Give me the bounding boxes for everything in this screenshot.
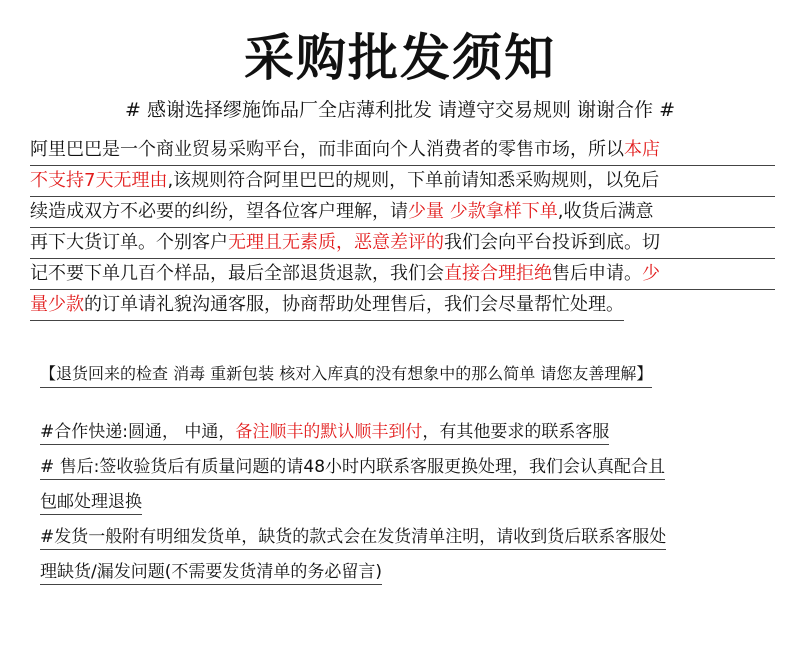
note-aftersale-cont — [40, 490, 775, 516]
highlight-text: 直接合理拒绝 — [444, 263, 552, 284]
paragraph-line — [30, 259, 775, 290]
text-run: #合作快递:圆通， 中通， — [40, 422, 236, 442]
text-run: ，有其他要求的联系客服 — [422, 422, 610, 442]
paragraph-line — [30, 228, 775, 259]
text-run: 再下大货订单。个别客户 — [30, 232, 228, 253]
note-line: 包邮处理退换 — [40, 492, 142, 515]
note-shipping — [40, 525, 775, 551]
paragraph-line — [30, 197, 775, 228]
note-line — [40, 422, 609, 445]
paragraph-line — [30, 135, 775, 166]
subtitle: # 感谢选择缪施饰品厂全店薄利批发 请遵守交易规则 谢谢合作 # — [125, 99, 675, 121]
return-note: 【退货回来的检查 消毒 重新包装 核对入库真的没有想象中的那么简单 请您友善理解】 — [40, 363, 652, 388]
note-line: # 售后:签收验货后有质量问题的请48小时内联系客服更换处理，我们会认真配合且 — [40, 457, 665, 480]
text-run: 记不要下单几百个样品，最后全部退货退款，我们会 — [30, 263, 444, 284]
note-line: #发货一般附有明细发货单，缺货的款式会在发货清单注明，请收到货后联系客服处 — [40, 527, 666, 550]
text-run: 售后申请。 — [552, 263, 642, 284]
highlight-text: 本店 — [624, 139, 660, 160]
text-run: 的订单请礼貌沟通客服，协商帮助处理售后，我们会尽量帮忙处理。 — [84, 294, 624, 315]
text-run: 我们会向平台投诉到底。切 — [444, 232, 660, 253]
note-express — [40, 420, 775, 446]
text-run: ,该规则符合阿里巴巴的规则，下单前请知悉采购规则，以免后 — [167, 170, 660, 191]
highlight-text: 少 — [642, 263, 660, 284]
notes-section — [40, 420, 775, 595]
highlight-text: 量少款 — [30, 294, 84, 315]
highlight-text: 无理且无素质，恶意差评的 — [228, 232, 444, 253]
note-shipping-cont — [40, 560, 775, 586]
paragraph-line — [30, 166, 775, 197]
text-run: 阿里巴巴是一个商业贸易采购平台，而非面向个人消费者的零售市场，所以 — [30, 139, 624, 160]
highlight-text: 不支持7天无理由 — [30, 170, 168, 191]
note-line: 理缺货/漏发问题(不需要发货清单的务必留言) — [40, 562, 382, 585]
highlight-text: 备注顺丰的默认顺丰到付 — [235, 422, 423, 442]
highlight-text: 少量 少款拿样下单 — [408, 201, 558, 222]
note-aftersale — [40, 455, 775, 481]
text-run: ,收货后满意 — [557, 201, 654, 222]
page-title: 采购批发须知 — [244, 29, 556, 87]
text-run: 续造成双方不必要的纠纷，望各位客户理解，请 — [30, 201, 408, 222]
main-paragraph — [30, 135, 775, 321]
paragraph-line — [30, 290, 624, 321]
